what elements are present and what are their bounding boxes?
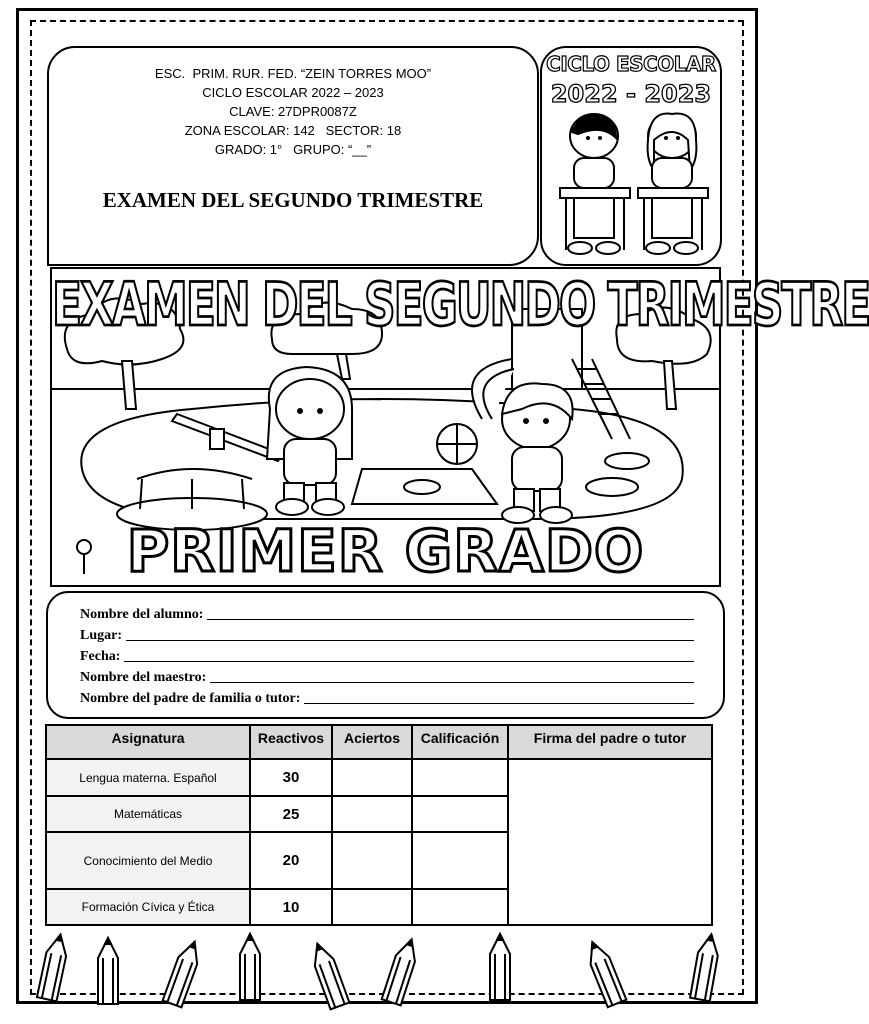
cover-illustration [50, 267, 869, 587]
items-cell: 10 [250, 889, 332, 925]
signature-cell[interactable] [508, 759, 712, 925]
header-signature: Firma del padre o tutor [508, 725, 712, 759]
grade-cell[interactable] [412, 796, 508, 832]
grade-cell[interactable] [412, 832, 508, 889]
school-name: ESC. PRIM. RUR. FED. “ZEIN TORRES MOO” [154, 66, 432, 81]
correct-cell[interactable] [332, 796, 412, 832]
cover-grade: PRIMER GRADO [126, 517, 645, 585]
student-name-row [80, 603, 694, 623]
parent-field[interactable] [304, 703, 694, 704]
header-items: Reactivos [250, 725, 332, 759]
items-cell: 20 [250, 832, 332, 889]
cycle-title: CICLO ESCOLAR [546, 52, 716, 76]
place-label: Lugar: [80, 628, 122, 643]
school-cycle: CICLO ESCOLAR 2022 – 2023 [202, 85, 384, 100]
teacher-row [80, 666, 694, 686]
student-info-box [46, 591, 725, 719]
cover-title: EXAMEN DEL SEGUNDO TRIMESTRE [52, 271, 869, 340]
subject-cell: Matemáticas [46, 796, 250, 832]
correct-cell[interactable] [332, 832, 412, 889]
grades-header-row [46, 725, 712, 759]
date-field[interactable] [124, 661, 694, 662]
student-name-field[interactable] [207, 619, 694, 620]
place-row [80, 624, 694, 644]
table-row [46, 759, 712, 796]
header-subject: Asignatura [46, 725, 250, 759]
items-cell: 25 [250, 796, 332, 832]
subject-cell: Formación Cívica y Ética [46, 889, 250, 925]
parent-label: Nombre del padre de familia o tutor: [80, 691, 301, 706]
school-zone: ZONA ESCOLAR: 142 SECTOR: 18 [184, 123, 402, 138]
subject-cell: Lengua materna. Español [46, 759, 250, 796]
pencils-decoration [30, 930, 738, 1000]
teacher-label: Nombre del maestro: [80, 670, 207, 685]
school-header [47, 46, 539, 266]
cycle-years: 2022 - 2023 [550, 80, 712, 108]
school-info [49, 64, 537, 159]
date-label: Fecha: [80, 649, 121, 664]
place-field[interactable] [126, 640, 694, 641]
items-cell: 30 [250, 759, 332, 796]
correct-cell[interactable] [332, 759, 412, 796]
exam-title: EXAMEN DEL SEGUNDO TRIMESTRE [102, 188, 484, 212]
header-correct: Aciertos [332, 725, 412, 759]
school-cycle-badge [540, 46, 722, 266]
subject-cell: Conocimiento del Medio [46, 832, 250, 889]
header-grade: Calificación [412, 725, 508, 759]
student-name-label: Nombre del alumno: [80, 607, 204, 622]
date-row [80, 645, 694, 665]
correct-cell[interactable] [332, 889, 412, 925]
school-key: CLAVE: 27DPR0087Z [229, 104, 357, 119]
teacher-field[interactable] [210, 682, 694, 683]
grade-cell[interactable] [412, 759, 508, 796]
school-grade-group: GRADO: 1° GRUPO: “__” [214, 142, 372, 157]
parent-row [80, 687, 694, 707]
grades-table [45, 724, 713, 926]
grade-cell[interactable] [412, 889, 508, 925]
students-at-desks-illustration [550, 110, 716, 260]
